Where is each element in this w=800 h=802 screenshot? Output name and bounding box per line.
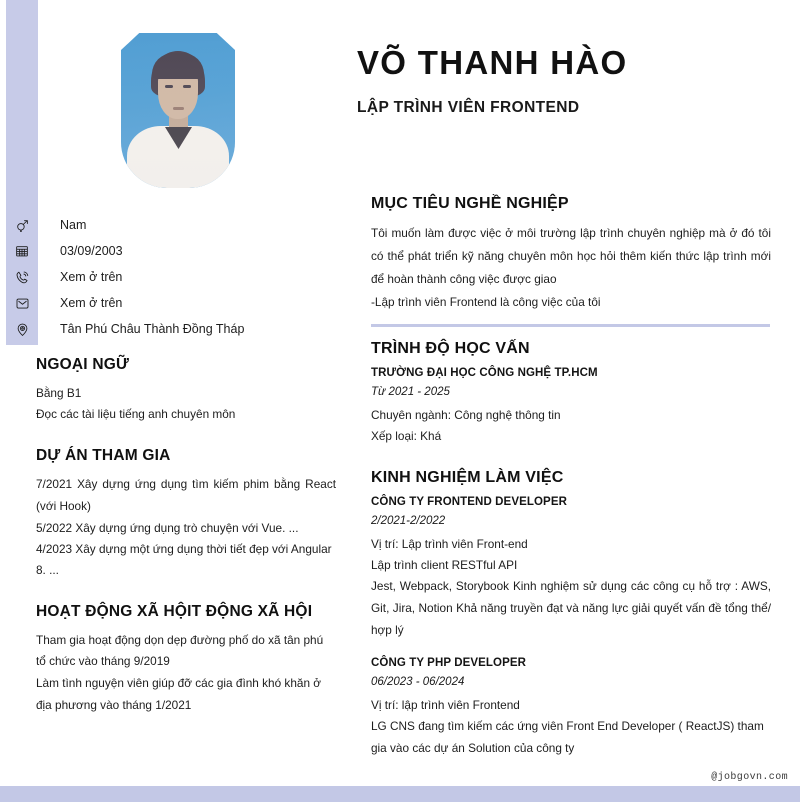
contact-row-gender — [0, 212, 330, 238]
activity-item-2: Làm tình nguyện viên giúp đỡ các gia đình khó khăn ở địa phương vào tháng 1/2021 — [36, 676, 322, 712]
experience-detail-1a: Lập trình client RESTful API — [371, 557, 518, 572]
project-item-3: 4/2023 Xây dựng một ứng dụng thời tiết đẹp với Angular 8. ... — [36, 541, 332, 577]
email-icon — [0, 296, 38, 311]
education-period: Từ 2021 - 2025 — [371, 386, 450, 398]
avatar — [121, 33, 235, 188]
identity-block — [357, 44, 627, 117]
contact-value-birthday: 03/09/2003 — [60, 244, 123, 258]
page-title: VÕ THANH HÀO — [357, 44, 628, 81]
main-column — [371, 195, 771, 314]
contact-value-email: Xem ở trên — [60, 296, 123, 310]
contact-row-address — [0, 316, 330, 342]
education-grade: Xếp loại: Khá — [371, 428, 442, 443]
contact-value-address: Tân Phú Châu Thành Đồng Tháp — [60, 322, 245, 336]
contact-list — [0, 212, 330, 342]
section-title-objective: MỤC TIÊU NGHỀ NGHIỆP — [371, 195, 569, 212]
language-detail: Đọc các tài liệu tiếng anh chuyên môn — [36, 406, 236, 421]
watermark: @jobgovn.com — [711, 772, 788, 783]
experience-detail-2a: LG CNS đang tìm kiếm các ứng viên Front End Developer ( ReactJS) tham gia vào các dự án Solution của công ty — [371, 719, 764, 756]
education-major: Chuyên ngành: Công nghệ thông tin — [371, 408, 561, 422]
section-title-experience: KINH NGHIỆM LÀM VIỆC — [371, 468, 564, 486]
gender-icon — [0, 218, 38, 233]
photo-eye-left — [165, 85, 173, 88]
experience-company-1: CÔNG TY FRONTEND DEVELOPER — [371, 495, 567, 508]
photo-mouth — [173, 107, 184, 110]
experience-position-2: Vị trí: lập trình viên Frontend — [371, 698, 520, 713]
section-title-projects: DỰ ÁN THAM GIA — [36, 446, 171, 464]
education-experience-column — [371, 340, 771, 760]
experience-period-1: 2/2021-2/2022 — [371, 514, 446, 527]
photo-eye-right — [183, 85, 191, 88]
project-item-1: 7/2021 Xây dựng ứng dụng tìm kiếm phim bằng React (với Hook) — [36, 476, 336, 513]
experience-period-2: 06/2023 - 06/2024 — [371, 676, 465, 689]
contact-row-email — [0, 290, 330, 316]
photo-hair-top — [152, 53, 204, 79]
experience-position-1: Vị trí: Lập trình viên Front-end — [371, 536, 528, 551]
side-column — [36, 356, 336, 717]
section-divider — [371, 324, 770, 327]
contact-row-phone — [0, 264, 330, 290]
job-title: LẬP TRÌNH VIÊN FRONTEND — [357, 98, 580, 116]
section-title-languages: NGOẠI NGỮ — [36, 356, 130, 373]
phone-icon — [0, 270, 38, 285]
activity-item-1: Tham gia hoạt động dọn dẹp đường phố do xã tân phú tổ chức vào tháng 9/2019 — [36, 632, 324, 669]
experience-detail-1b: Jest, Webpack, Storybook Kinh nghiệm sử dụng các công cụ hỗ trợ : AWS, Git, Jira, Notion Khả năng truyền đạt và năng lực giải quyết vấn đề tổng thể/ hợp lý — [371, 578, 771, 637]
contact-value-gender: Nam — [60, 218, 87, 232]
language-level: Bằng B1 — [36, 386, 82, 400]
experience-company-2: CÔNG TY PHP DEVELOPER — [371, 657, 527, 670]
calendar-icon — [0, 244, 38, 258]
contact-row-birthday — [0, 238, 330, 264]
education-school: TRƯỜNG ĐẠI HỌC CÔNG NGHỆ TP.HCM — [371, 367, 598, 379]
location-icon — [0, 322, 38, 337]
resume-header — [0, 0, 800, 195]
section-title-activities: HOẠT ĐỘNG XÃ HỘIT ĐỘNG XÃ HỘI — [36, 602, 313, 620]
contact-value-phone: Xem ở trên — [60, 270, 123, 284]
profile-photo — [121, 33, 235, 188]
objective-paragraph: Tôi muốn làm được việc ở môi trường lập trình chuyên nghiệp mà ở đó tôi có thể phát triển kỹ năng chuyên môn học hỏi thêm kiến thức lập trình mới để hoàn thành công việc được giao — [371, 226, 771, 286]
objective-note: -Lập trình viên Frontend là công việc của tôi — [371, 295, 601, 309]
section-title-education: TRÌNH ĐỘ HỌC VẤN — [371, 340, 530, 357]
bottom-accent-band — [0, 786, 800, 802]
project-item-2: 5/2022 Xây dựng ứng dụng trò chuyện với Vue. ... — [36, 520, 299, 535]
